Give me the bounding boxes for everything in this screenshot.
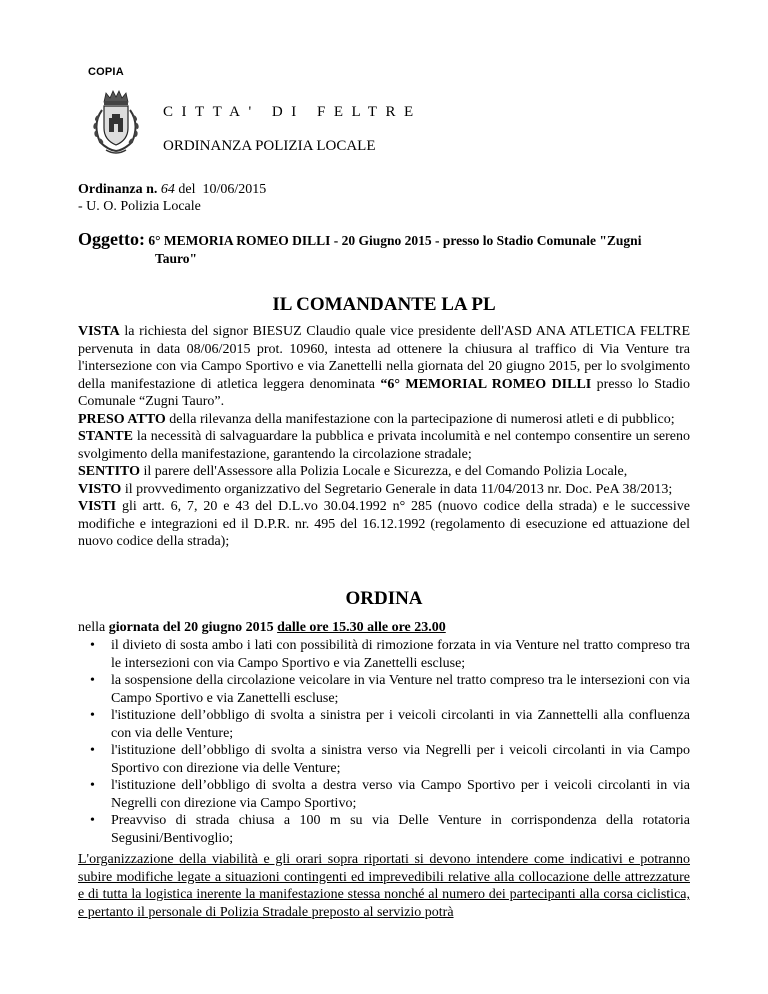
ordinance-unit: - U. O. Polizia Locale: [78, 199, 201, 214]
bullet: •: [90, 778, 95, 793]
premise-visto: VISTO il provvedimento organizzativo del Segretario Generale in data 11/04/2013 nr. Doc. PeA 38/2013;: [78, 481, 673, 497]
subject-label: Oggetto:: [78, 229, 145, 249]
bullet: •: [90, 638, 95, 653]
list-item: • Preavviso di strada chiusa a 100 m su via Delle Venture in corrispondenza della rotatoria Segusini/Bentivoglio;: [90, 813, 690, 846]
authority-heading: IL COMANDANTE LA PL: [272, 294, 496, 315]
city-crest-logo: [84, 88, 148, 158]
list-item: • il divieto di sosta ambo i lati con possibilità di rimozione forzata in via Venture nel tratto compreso tra le intersezioni con via Campo Sportivo e via Zanettelli escluse;: [90, 638, 690, 671]
list-item: • la sospensione della circolazione veicolare in via Venture nel tratto compreso tra le intersezioni con via Campo Sportivo e via Zanettelli escluse;: [90, 673, 690, 706]
bullet: •: [90, 708, 95, 723]
copy-mark: COPIA: [88, 66, 124, 78]
ordinance-reference: [78, 181, 266, 215]
premise-vista: VISTA la richiesta del signor BIESUZ Claudio quale vice presidente dell'ASD ANA ATLETICA FELTRE pervenuta in data 08/06/2015 prot. 10960, intesta ad ottenere la chiusura al traffico di Via Venture tra l'intersezione con via Campo Sportivo e via Zanettelli nella giornata del 20 giugno 2015, per lo svolgimento della manifestazione di atletica leggera denominata “6° MEMORIAL ROMEO DILLI presso lo Stadio Comunale “Zugni Tauro”.: [78, 324, 690, 409]
premise-sentito: SENTITO il parere dell'Assessore alla Polizia Locale e Sicurezza, e del Comando Polizia Locale,: [78, 464, 628, 479]
bullet: •: [90, 673, 95, 688]
list-item: • l'istituzione dell’obbligo di svolta a destra verso via Campo Sportivo per i veicoli circolanti in via Negrelli con direzione via Campo Sportivo;: [90, 778, 690, 811]
premises: [78, 323, 690, 551]
order-heading: ORDINA: [345, 588, 423, 609]
ordinance-number: 64: [160, 182, 175, 197]
ordinance-number-line: [78, 181, 266, 198]
ordinance-date-label: del: [178, 182, 196, 197]
premise-preso-atto: PRESO ATTO della rilevanza della manifestazione con la partecipazione di numerosi atleti e di pubblico;: [78, 411, 675, 427]
office-name: ORDINANZA POLIZIA LOCALE: [163, 138, 376, 154]
viability-note: L'organizzazione della viabilità e gli orari sopra riportati si devono intendere come indicativi e potranno subire modifiche legate a situazioni contingenti ed imprevedibili relative alla collocazione delle attrezzature e di tutta la logistica inerente la manifestazione stessa nonché al numero dei partecipanti alla corsa ciclistica, e pertanto il personale di Polizia Stradale preposto al servizio potrà: [78, 852, 690, 920]
list-item: • l'istituzione dell’obbligo di svolta a sinistra per i veicoli circolanti in via Zannettelli alla confluenza con via delle Venture;: [90, 708, 690, 741]
bullet: •: [90, 813, 95, 828]
list-item: • l'istituzione dell’obbligo di svolta a sinistra verso via Negrelli per i veicoli circolanti in via Campo Sportivo con direzione via delle Venture;: [90, 743, 690, 776]
ordinance-label: Ordinanza n.: [78, 182, 158, 197]
subject-text: 6° MEMORIA ROMEO DILLI - 20 Giugno 2015 - presso lo Stadio Comunale "Zugni: [148, 233, 642, 248]
subject: [78, 230, 698, 268]
city-name: CITTA' DI FELTRE: [163, 104, 422, 120]
premise-stante: STANTE la necessità di salvaguardare la pubblica e privata incolumità e nel contempo consentire un sereno svolgimento della manifestazione, garantendo la circolazione stradale;: [78, 429, 690, 462]
premise-visti: VISTI gli artt. 6, 7, 20 e 43 del D.L.vo 30.04.1992 n° 285 (nuovo codice della strada) e le successive modifiche e integrazioni ed il D.P.R. nr. 495 del 16.12.1992 (regolamento di esecuzione ed attuazione del nuovo codice della strada);: [78, 499, 690, 549]
ordinance-date: 10/06/2015: [202, 182, 267, 197]
order-list: [78, 637, 690, 847]
order-intro: nella giornata del 20 giugno 2015 dalle ore 15.30 alle ore 23.00: [78, 620, 446, 635]
bullet: •: [90, 743, 95, 758]
subject-text-continued: Tauro": [155, 251, 198, 266]
